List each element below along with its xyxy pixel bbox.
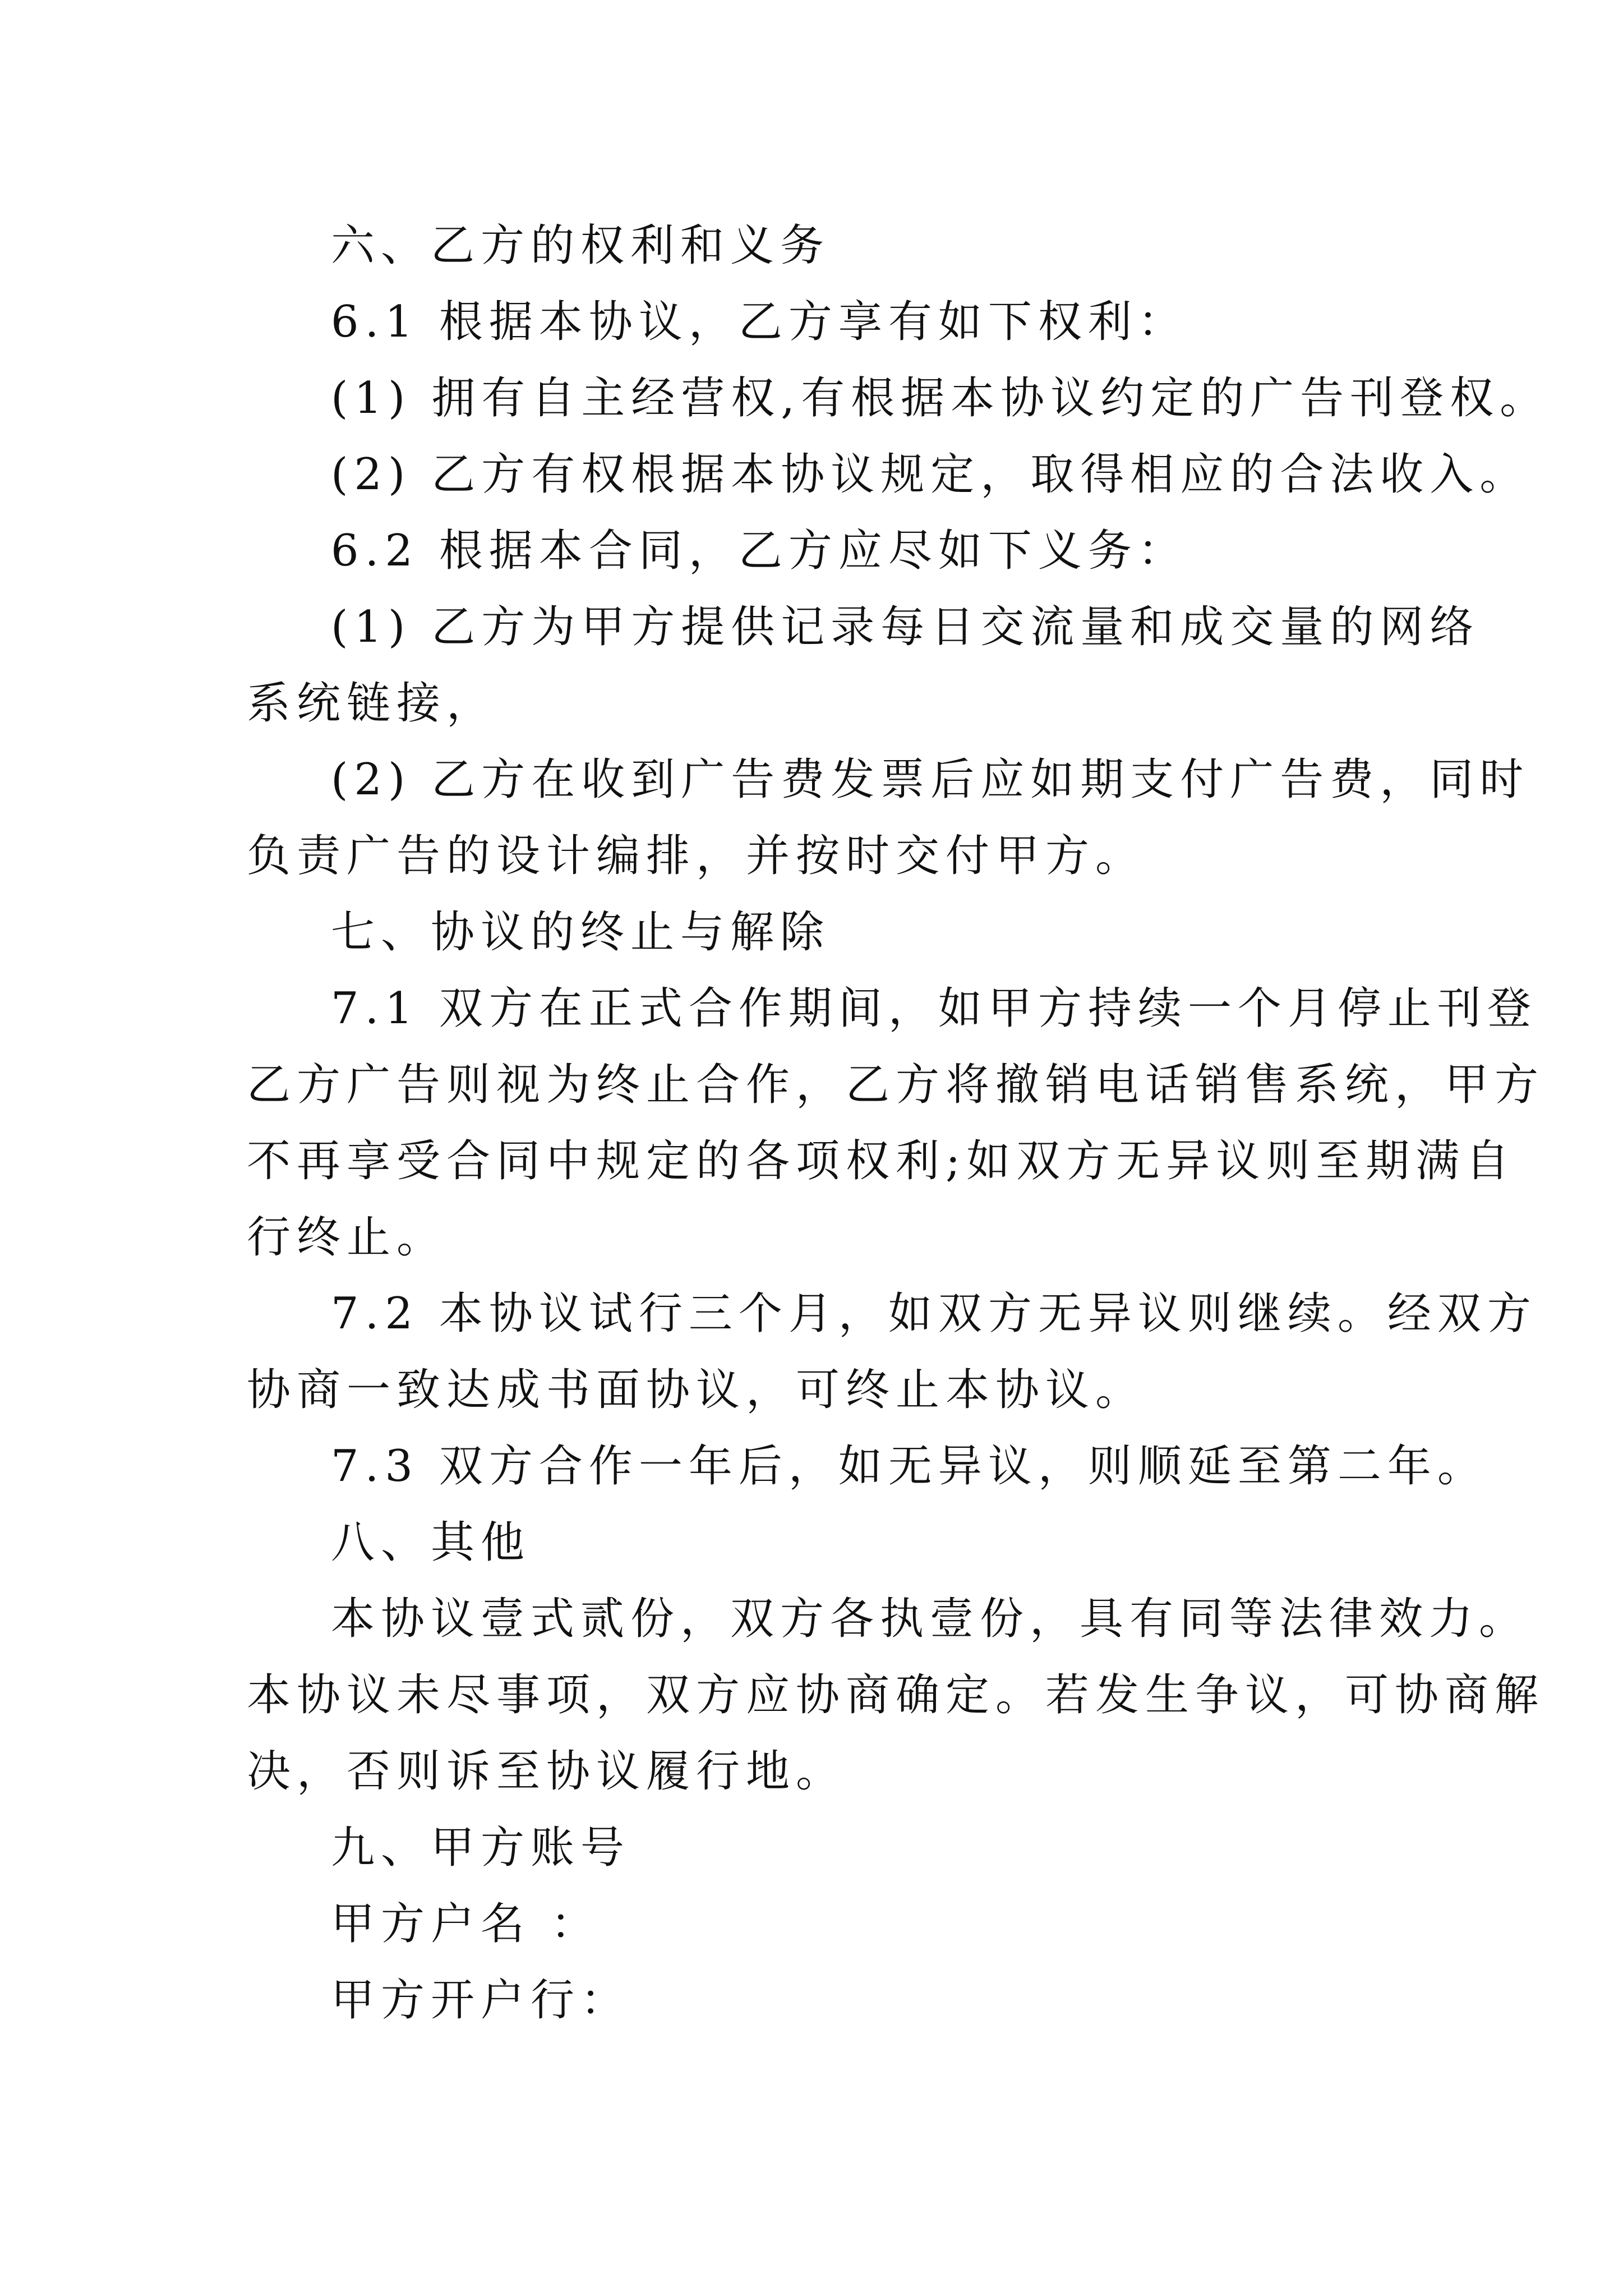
clause-7-3: 7.3 双方合作一年后，如无异议，则顺延至第二年。 <box>331 1441 1487 1492</box>
clause-6-1: 6.1 根据本协议，乙方享有如下权利： <box>331 297 1188 347</box>
clause-6-2-item-2-cont: 负责广告的设计编排，并按时交付甲方。 <box>247 831 1146 881</box>
clause-7-2: 7.2 本协议试行三个月，如双方无异议则继续。经双方 <box>331 1289 1537 1339</box>
clause-7-2-cont: 协商一致达成书面协议，可终止本协议。 <box>247 1365 1146 1415</box>
section-heading-8: 八、其他 <box>331 1517 531 1568</box>
clause-7-1-cont-3: 行终止。 <box>247 1212 447 1263</box>
account-name-label: 甲方户名 ： <box>331 1899 601 1949</box>
clause-6-2: 6.2 根据本合同，乙方应尽如下义务： <box>331 526 1188 576</box>
clause-7-1-cont-2: 不再享受合同中规定的各项权利;如双方无异议则至期满自 <box>247 1136 1516 1186</box>
clause-7-1-cont-1: 乙方广告则视为终止合作，乙方将撤销电话销售系统，甲方 <box>247 1060 1545 1110</box>
account-bank-label: 甲方开户行： <box>331 1975 631 2026</box>
document-body <box>247 208 1550 2039</box>
clause-6-2-item-2: (2) 乙方在收到广告费发票后应如期支付广告费，同时 <box>331 754 1530 805</box>
section-heading-6: 六、乙方的权利和义务 <box>331 220 831 271</box>
clause-6-1-item-2: (2) 乙方有权根据本协议规定，取得相应的合法收入。 <box>331 449 1530 500</box>
clause-6-2-item-1: (1) 乙方为甲方提供记录每日交流量和成交量的网络 <box>331 602 1480 652</box>
clause-7-1: 7.1 双方在正式合作期间，如甲方持续一个月停止刊登 <box>331 983 1537 1034</box>
other-paragraph-cont-2: 决，否则诉至协议履行地。 <box>247 1746 846 1797</box>
other-paragraph: 本协议壹式贰份，双方各执壹份，具有同等法律效力。 <box>331 1594 1529 1644</box>
clause-6-1-item-1: (1) 拥有自主经营权,有根据本协议约定的广告刊登权。 <box>331 373 1550 424</box>
other-paragraph-cont-1: 本协议未尽事项，双方应协商确定。若发生争议，可协商解 <box>247 1670 1545 1720</box>
section-heading-9: 九、甲方账号 <box>331 1823 631 1873</box>
clause-6-2-item-1-cont: 系统链接， <box>247 678 497 729</box>
section-heading-7: 七、协议的终止与解除 <box>331 907 831 958</box>
